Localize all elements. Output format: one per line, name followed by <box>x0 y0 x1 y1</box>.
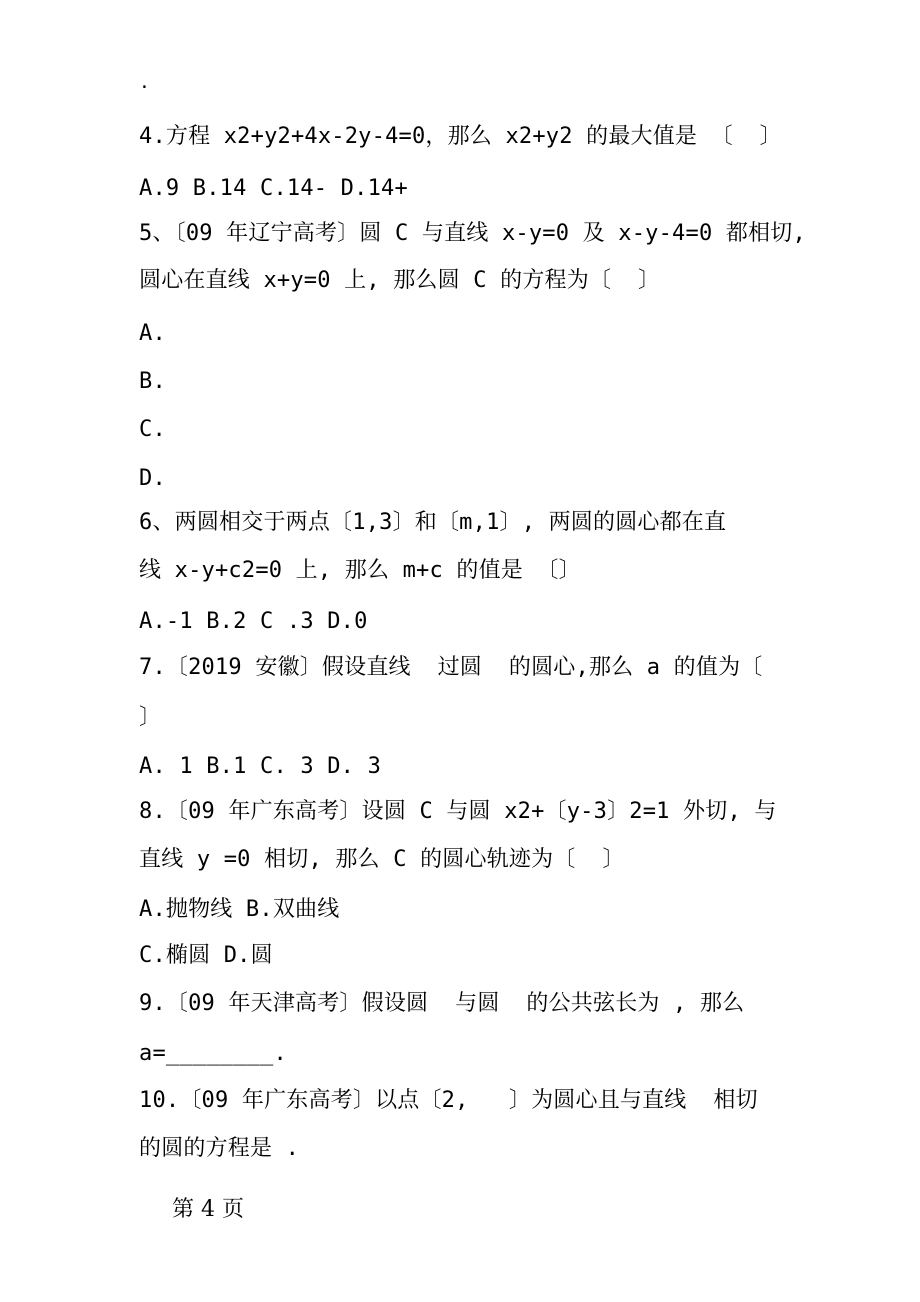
question-8-options-line-2: C.椭圆 D.圆 <box>139 943 273 968</box>
question-5-option-c: C. <box>139 417 166 442</box>
question-5-stem-line-2: 圆心在直线 x+y=0 上, 那么圆 C 的方程为〔 〕 <box>139 268 661 293</box>
question-9-stem-line-2: a=________. <box>139 1041 287 1066</box>
question-4-stem: 4.方程 x2+y2+4x-2y-4=0，那么 x2+y2 的最大值是 〔 〕 <box>139 124 782 149</box>
question-7-stem-line-1: 7.〔2019 安徽〕假设直线 过圆 的圆心,那么 a 的值为〔 <box>139 655 763 680</box>
question-5-stem-line-1: 5、〔09 年辽宁高考〕圆 C 与直线 x-y=0 及 x-y-4=0 都相切, <box>139 221 806 246</box>
question-4-options: A.9 B.14 C.14- D.14+ <box>139 176 408 201</box>
question-7-stem-line-2: 〕 <box>139 705 162 730</box>
question-5-option-a: A. <box>139 321 166 346</box>
question-10-stem-line-1: 10.〔09 年广东高考〕以点〔2, 〕为圆心且与直线 相切 <box>139 1088 758 1113</box>
question-6-stem-line-2: 线 x-y+c2=0 上, 那么 m+c 的值是 〔〕 <box>139 558 581 583</box>
question-7-options: A. 1 B.1 C. 3 D. 3 <box>139 754 382 779</box>
question-8-options-line-1: A.抛物线 B.双曲线 <box>139 897 340 922</box>
question-5-option-b: B. <box>139 369 166 394</box>
question-6-stem-line-1: 6、两圆相交于两点〔1,3〕和〔m,1〕, 两圆的圆心都在直 <box>139 510 727 535</box>
question-8-stem-line-1: 8.〔09 年广东高考〕设圆 C 与圆 x2+〔y-3〕2=1 外切, 与 <box>139 799 777 824</box>
question-5-option-d: D. <box>139 466 166 491</box>
question-6-options: A.-1 B.2 C .3 D.0 <box>139 609 368 634</box>
question-8-stem-line-2: 直线 y =0 相切, 那么 C 的圆心轨迹为〔 〕 <box>139 847 625 872</box>
question-10-stem-line-2: 的圆的方程是 . <box>139 1136 300 1161</box>
top-dot-mark: . <box>139 72 150 93</box>
page-number-footer: 第 4 页 <box>172 1197 244 1222</box>
question-9-stem-line-1: 9.〔09 年天津高考〕假设圆 与圆 的公共弦长为 , 那么 <box>139 991 745 1016</box>
